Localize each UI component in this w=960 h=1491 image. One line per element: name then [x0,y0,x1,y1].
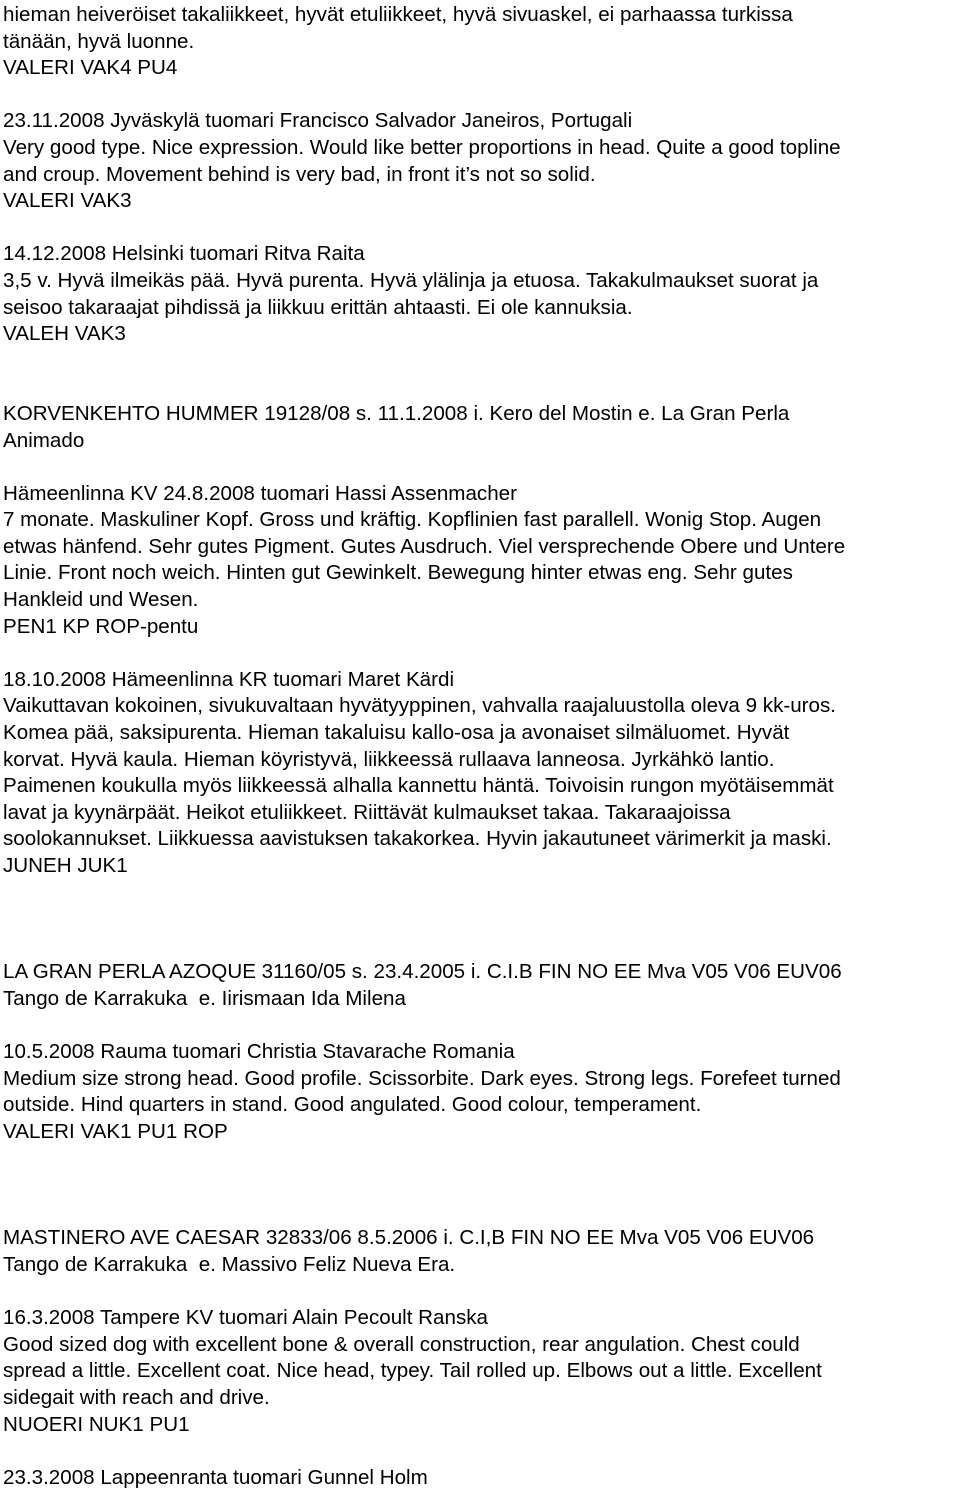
result-line: VALERI VAK3 [3,189,132,213]
result-line: VALEH VAK3 [3,322,126,346]
text-line: Good sized dog with excellent bone & overall construction, rear angulation. Chest could [3,1332,800,1356]
show-heading: 18.10.2008 Hämeenlinna KR tuomari Maret Kärdi [3,667,455,691]
text-line: korvat. Hyvä kaula. Hieman köyristyvä, liikkeessä rullaava lanneosa. Jyrkähkö lantio. [3,747,775,771]
result-line: NUOERI NUK1 PU1 [3,1412,190,1436]
text-line: 7 monate. Maskuliner Kopf. Gross und kräftig. Kopflinien fast parallell. Wonig Stop. Augen [3,508,822,532]
dog-heading: LA GRAN PERLA AZOQUE 31160/05 s. 23.4.2005 i. C.I.B FIN NO EE Mva V05 V06 EUV06 [3,960,842,984]
text-line: tänään, hyvä luonne. [3,29,195,53]
text-line: sidegait with reach and drive. [3,1385,270,1409]
document-page [3,2,958,1491]
dog-heading: KORVENKEHTO HUMMER 19128/08 s. 11.1.2008 i. Kero del Mostin e. La Gran Perla [3,401,790,425]
text-line: outside. Hind quarters in stand. Good angulated. Good colour, temperament. [3,1093,702,1117]
text-line: and croup. Movement behind is very bad, in front it’s not so solid. [3,162,596,186]
dog-heading: Tango de Karrakuka e. Massivo Feliz Nueva Era. [3,1252,456,1276]
text-line: soolokannukset. Liikkuessa aavistuksen takakorkea. Hyvin jakautuneet värimerkit ja maski. [3,827,832,851]
show-heading: 10.5.2008 Rauma tuomari Christia Stavarache Romania [3,1040,515,1064]
show-heading: Hämeenlinna KV 24.8.2008 tuomari Hassi Assenmacher [3,481,517,505]
show-heading: 16.3.2008 Tampere KV tuomari Alain Pecoult Ranska [3,1306,489,1330]
dog-heading: MASTINERO AVE CAESAR 32833/06 8.5.2006 i. C.I,B FIN NO EE Mva V05 V06 EUV06 [3,1226,815,1250]
show-heading: 23.3.2008 Lappeenranta tuomari Gunnel Holm [3,1465,428,1489]
result-line: VALERI VAK1 PU1 ROP [3,1119,228,1143]
text-line: hieman heiveröiset takaliikkeet, hyvät etuliikkeet, hyvä sivuaskel, ei parhaassa turkissa [3,3,793,26]
text-line: Hankleid und Wesen. [3,588,199,612]
text-line: lavat ja kyynärpäät. Heikot etuliikkeet. Riittävät kulmaukset takaa. Takaraajoissa [3,800,731,824]
show-heading: 23.11.2008 Jyväskylä tuomari Francisco Salvador Janeiros, Portugali [3,109,633,133]
dog-heading: Animado [3,428,85,452]
result-line: PEN1 KP ROP-pentu [3,614,199,638]
text-line: Komea pää, saksipurenta. Hieman takaluisu kallo-osa ja avonaiset silmäluomet. Hyvät [3,721,790,745]
result-line: JUNEH JUK1 [3,854,128,877]
text-line: Vaikuttavan kokoinen, sivukuvaltaan hyvätyyppinen, vahvalla raajaluustolla oleva 9 kk-uros. [3,694,837,718]
text-line: Paimenen koukulla myös liikkeessä alhalla kannettu häntä. Toivoisin rungon myötäisemmät [3,774,834,798]
text-line: Linie. Front noch weich. Hinten gut Gewinkelt. Bewegung hinter etwas eng. Sehr gutes [3,561,793,585]
result-line: VALERI VAK4 PU4 [3,56,178,80]
text-line: etwas hänfend. Sehr gutes Pigment. Gutes Ausdruch. Viel versprechende Obere und Untere [3,534,846,558]
text-line: Medium size strong head. Good profile. Scissorbite. Dark eyes. Strong legs. Forefeet turned [3,1066,841,1090]
dog-heading: Tango de Karrakuka e. Iirismaan Ida Milena [3,986,406,1010]
text-line: Very good type. Nice expression. Would like better proportions in head. Quite a good topline [3,135,841,159]
show-heading: 14.12.2008 Helsinki tuomari Ritva Raita [3,242,365,266]
text-line: spread a little. Excellent coat. Nice head, typey. Tail rolled up. Elbows out a little. Excellent [3,1359,822,1383]
text-line: 3,5 v. Hyvä ilmeikäs pää. Hyvä purenta. Hyvä ylälinja ja etuosa. Takakulmaukset suorat ja [3,268,819,292]
text-line: seisoo takaraajat pihdissä ja liikkuu erittän ahtaasti. Ei ole kannuksia. [3,295,633,319]
